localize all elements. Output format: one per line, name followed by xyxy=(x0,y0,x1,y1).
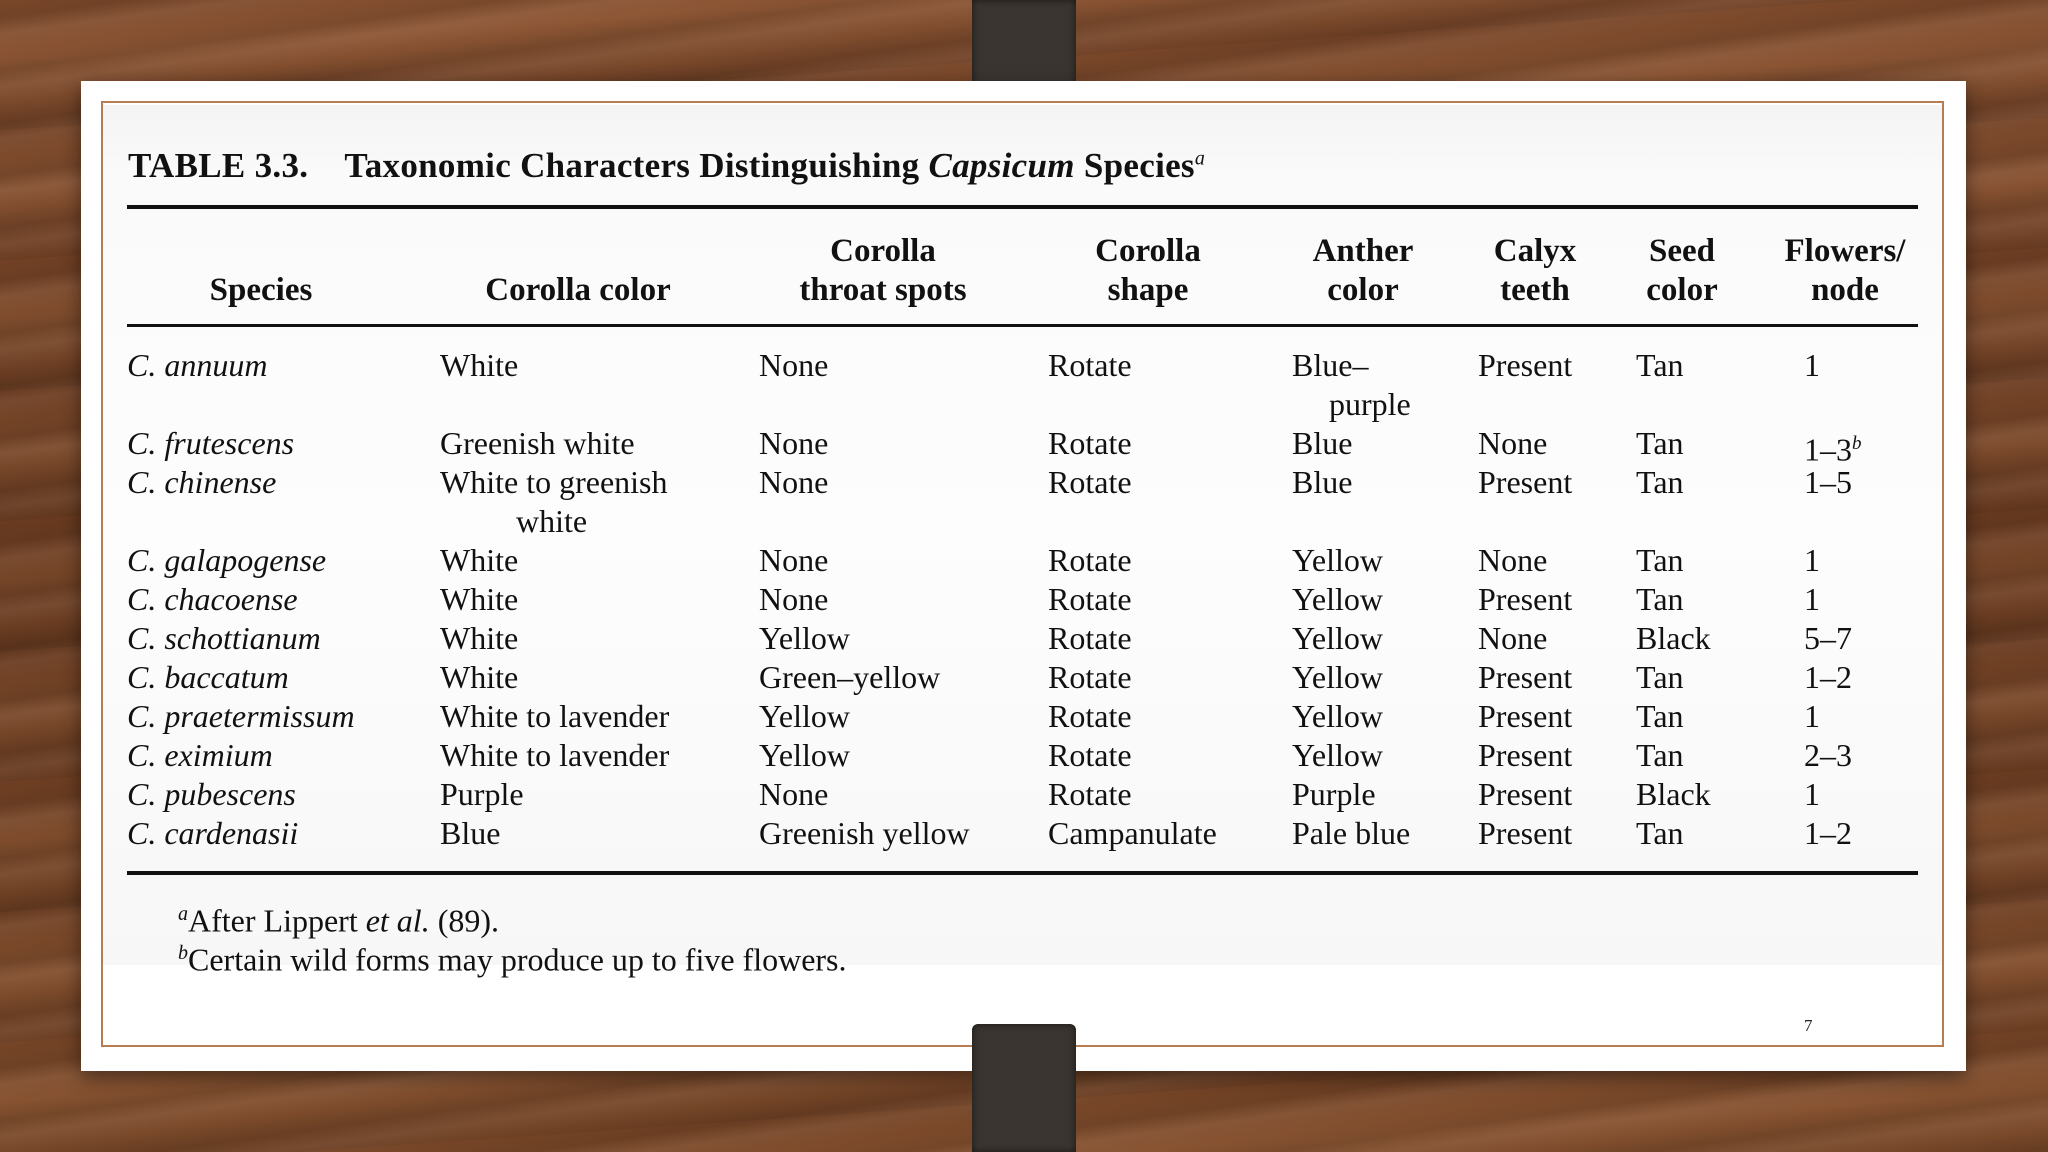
title-pre: Taxonomic Characters Distinguishing xyxy=(344,146,920,185)
cell-corolla xyxy=(440,580,518,619)
cell-corolla xyxy=(440,658,518,697)
column-header-line: color xyxy=(1327,272,1399,308)
column-header-line: Corolla xyxy=(1095,233,1201,269)
cell-throat xyxy=(759,814,970,853)
cell-species xyxy=(127,541,326,580)
cell-throat-text: None xyxy=(759,542,829,578)
column-header-line: Calyx xyxy=(1493,233,1577,269)
column-header-line: Flowers/ xyxy=(1784,233,1906,269)
cell-shape-text: Rotate xyxy=(1048,542,1132,578)
cell-anther xyxy=(1292,775,1376,814)
cell-flowers-text: 1 xyxy=(1804,698,1820,734)
cell-species xyxy=(127,697,355,736)
cell-species xyxy=(127,580,298,619)
cell-anther-text: Purple xyxy=(1292,776,1376,812)
cell-corolla-text: White to lavender xyxy=(440,737,670,773)
cell-throat xyxy=(759,424,828,463)
cell-corolla-text: White to greenish xyxy=(440,464,668,500)
cell-calyx xyxy=(1478,463,1572,502)
cell-species xyxy=(127,346,267,385)
title-genus: Capsicum xyxy=(928,146,1075,185)
cell-throat-text: None xyxy=(759,581,829,617)
cell-species-text: C. praetermissum xyxy=(127,698,355,734)
cell-shape-text: Rotate xyxy=(1048,620,1132,656)
cell-throat-text: Yellow xyxy=(759,620,850,656)
cell-species-text: C. cardenasii xyxy=(127,815,299,851)
cell-corolla-text: White xyxy=(440,542,519,578)
cell-shape-text: Rotate xyxy=(1048,698,1132,734)
cell-flowers-text: 2–3 xyxy=(1804,737,1852,773)
title-footnote-mark: a xyxy=(1194,147,1206,170)
cell-shape xyxy=(1048,463,1132,502)
page-number: 7 xyxy=(1804,1016,1813,1035)
cell-throat xyxy=(759,619,850,658)
column-header-line: node xyxy=(1811,272,1879,308)
cell-shape xyxy=(1048,580,1132,619)
cell-throat-text: None xyxy=(759,776,829,812)
cell-throat xyxy=(759,697,850,736)
column-header-line: Species xyxy=(209,272,313,308)
cell-flowers xyxy=(1804,346,1820,385)
cell-flowers xyxy=(1804,775,1820,814)
cell-anther-text: Blue xyxy=(1292,464,1353,500)
column-header-line: Corolla color xyxy=(485,272,671,308)
cell-shape xyxy=(1048,346,1132,385)
cell-seed-text: Black xyxy=(1636,620,1711,656)
cell-corolla xyxy=(440,463,667,541)
cell-flowers xyxy=(1804,580,1820,619)
column-header-species xyxy=(131,228,391,310)
cell-throat xyxy=(759,346,828,385)
cell-anther xyxy=(1292,424,1352,463)
cell-calyx xyxy=(1478,580,1572,619)
cell-seed-text: Tan xyxy=(1636,425,1684,461)
cell-throat-text: None xyxy=(759,425,829,461)
cell-calyx xyxy=(1478,658,1572,697)
cell-calyx-text: None xyxy=(1478,542,1548,578)
cell-throat xyxy=(759,463,828,502)
cell-corolla xyxy=(440,424,635,463)
cell-seed xyxy=(1636,619,1711,658)
cell-calyx xyxy=(1478,424,1547,463)
column-header-throat-spots xyxy=(753,228,1013,310)
cell-flowers xyxy=(1804,463,1852,502)
cell-shape-text: Campanulate xyxy=(1048,815,1217,851)
cell-seed-text: Tan xyxy=(1636,464,1684,500)
cell-corolla xyxy=(440,736,669,775)
cell-calyx xyxy=(1478,775,1572,814)
cell-seed-text: Black xyxy=(1636,776,1711,812)
cell-species-text: C. pubescens xyxy=(127,776,296,812)
cell-calyx-text: Present xyxy=(1478,815,1573,851)
cell-flowers-text: 5–7 xyxy=(1804,620,1852,656)
cell-calyx-text: Present xyxy=(1478,659,1573,695)
cell-seed xyxy=(1636,814,1684,853)
cell-flowers-text: 1–5 xyxy=(1804,464,1852,500)
cell-anther xyxy=(1292,697,1383,736)
cell-flowers-text: 1–2 xyxy=(1804,659,1852,695)
cell-seed xyxy=(1636,346,1684,385)
cell-shape-text: Rotate xyxy=(1048,347,1132,383)
cell-seed xyxy=(1636,775,1711,814)
cell-seed xyxy=(1636,697,1684,736)
cell-calyx xyxy=(1478,346,1572,385)
cell-species-text: C. frutescens xyxy=(127,425,295,461)
cell-calyx xyxy=(1478,736,1572,775)
cell-seed xyxy=(1636,541,1684,580)
cell-species-text: C. schottianum xyxy=(127,620,321,656)
footnote-b xyxy=(178,934,847,980)
cell-species xyxy=(127,736,273,775)
cell-species xyxy=(127,775,296,814)
column-header-line: Corolla xyxy=(830,233,936,269)
cell-corolla-text: White xyxy=(440,347,519,383)
footnote-a-pre: After Lippert xyxy=(188,902,358,939)
cell-seed xyxy=(1636,736,1684,775)
cell-calyx xyxy=(1478,619,1547,658)
column-header-line: throat spots xyxy=(799,272,967,308)
cell-shape xyxy=(1048,697,1132,736)
cell-anther-text: Yellow xyxy=(1292,737,1383,773)
cell-species-text: C. baccatum xyxy=(127,659,289,695)
column-header-line: Seed xyxy=(1649,233,1715,269)
cell-seed-text: Tan xyxy=(1636,347,1684,383)
cell-shape-text: Rotate xyxy=(1048,425,1132,461)
cell-shape xyxy=(1048,424,1132,463)
cell-throat-text: Yellow xyxy=(759,698,850,734)
cell-anther-text: Blue– xyxy=(1292,347,1369,383)
cell-corolla-continuation: white xyxy=(516,503,588,539)
cell-species-text: C. galapogense xyxy=(127,542,327,578)
cell-calyx-text: None xyxy=(1478,620,1548,656)
cell-corolla xyxy=(440,541,518,580)
cell-shape xyxy=(1048,541,1132,580)
cell-flowers-text: 1–2 xyxy=(1804,815,1852,851)
cell-anther xyxy=(1292,346,1411,424)
cell-anther-text: Blue xyxy=(1292,425,1353,461)
cell-species xyxy=(127,814,298,853)
cell-species-text: C. annuum xyxy=(127,347,268,383)
cell-anther xyxy=(1292,814,1410,853)
cell-corolla-text: White xyxy=(440,659,519,695)
cell-calyx-text: Present xyxy=(1478,581,1573,617)
cell-shape xyxy=(1048,619,1132,658)
cell-species-text: C. eximium xyxy=(127,737,273,773)
footnote-b-mark: b xyxy=(178,942,188,964)
cell-species-text: C. chacoense xyxy=(127,581,298,617)
cell-flowers-text: 1 xyxy=(1804,347,1820,383)
cell-shape xyxy=(1048,814,1217,853)
footnote-a-post: (89). xyxy=(437,902,499,939)
cell-anther xyxy=(1292,658,1383,697)
cell-anther xyxy=(1292,736,1383,775)
column-header-line: color xyxy=(1646,272,1718,308)
table-header-rule xyxy=(127,324,1918,327)
cell-shape-text: Rotate xyxy=(1048,659,1132,695)
column-header-flowers-node xyxy=(1715,228,1975,310)
cell-corolla-text: Purple xyxy=(440,776,524,812)
table-title xyxy=(128,146,1205,186)
cell-calyx-text: Present xyxy=(1478,698,1573,734)
cell-seed-text: Tan xyxy=(1636,815,1684,851)
cell-calyx xyxy=(1478,814,1572,853)
cell-calyx xyxy=(1478,697,1572,736)
cell-throat-text: None xyxy=(759,464,829,500)
cell-corolla-text: Blue xyxy=(440,815,501,851)
column-header-corolla-color xyxy=(448,228,708,310)
cell-throat xyxy=(759,580,828,619)
cell-flowers xyxy=(1804,814,1852,853)
cell-seed-text: Tan xyxy=(1636,581,1684,617)
cell-anther-text: Yellow xyxy=(1292,659,1383,695)
cell-flowers xyxy=(1804,697,1820,736)
cell-anther xyxy=(1292,580,1383,619)
cell-flowers xyxy=(1804,658,1852,697)
cell-flowers xyxy=(1804,619,1852,658)
cell-seed-text: Tan xyxy=(1636,698,1684,734)
cell-throat-text: None xyxy=(759,347,829,383)
cell-corolla xyxy=(440,619,518,658)
title-post: Species xyxy=(1083,146,1195,185)
cell-corolla-text: White to lavender xyxy=(440,698,670,734)
table-number: TABLE 3.3. xyxy=(128,146,309,185)
flowers-footnote-mark: b xyxy=(1852,433,1862,454)
cell-calyx-text: Present xyxy=(1478,737,1573,773)
cell-corolla xyxy=(440,697,669,736)
cell-seed xyxy=(1636,580,1684,619)
cell-flowers-text: 1 xyxy=(1804,776,1820,812)
table-top-rule xyxy=(127,205,1918,209)
cell-species xyxy=(127,424,294,463)
cell-species xyxy=(127,463,276,502)
cell-anther-text: Yellow xyxy=(1292,620,1383,656)
cell-species xyxy=(127,619,321,658)
cell-seed-text: Tan xyxy=(1636,737,1684,773)
footnote-a-etal: et al. xyxy=(365,902,430,939)
cell-anther-continuation: purple xyxy=(1329,386,1411,422)
cell-anther-text: Yellow xyxy=(1292,542,1383,578)
cell-seed xyxy=(1636,463,1684,502)
cell-corolla xyxy=(440,814,500,853)
cell-species xyxy=(127,658,289,697)
cell-flowers-text: 1 xyxy=(1804,581,1820,617)
cell-corolla-text: Greenish white xyxy=(440,425,635,461)
cell-anther xyxy=(1292,463,1352,502)
footnote-b-text: Certain wild forms may produce up to five flowers. xyxy=(188,941,847,978)
cell-shape xyxy=(1048,736,1132,775)
cell-calyx-text: Present xyxy=(1478,464,1573,500)
cell-flowers-text: 1 xyxy=(1804,542,1820,578)
cell-shape xyxy=(1048,775,1132,814)
cell-corolla xyxy=(440,346,518,385)
cell-anther-text: Pale blue xyxy=(1292,815,1411,851)
cell-throat xyxy=(759,736,850,775)
cell-anther xyxy=(1292,541,1383,580)
cell-calyx-text: Present xyxy=(1478,776,1573,812)
cell-throat-text: Green–yellow xyxy=(759,659,941,695)
cell-shape-text: Rotate xyxy=(1048,464,1132,500)
column-header-line: teeth xyxy=(1500,272,1570,308)
cell-seed xyxy=(1636,658,1684,697)
cell-shape-text: Rotate xyxy=(1048,776,1132,812)
cell-corolla xyxy=(440,775,524,814)
cell-seed xyxy=(1636,424,1684,463)
cell-species-text: C. chinense xyxy=(127,464,277,500)
cell-flowers-text: 1–3 xyxy=(1804,431,1852,468)
cell-corolla-text: White xyxy=(440,620,519,656)
cell-throat-text: Yellow xyxy=(759,737,850,773)
cell-seed-text: Tan xyxy=(1636,542,1684,578)
cell-shape xyxy=(1048,658,1132,697)
cell-throat-text: Greenish yellow xyxy=(759,815,970,851)
table-bottom-rule xyxy=(127,871,1918,875)
cell-throat xyxy=(759,541,828,580)
cell-shape-text: Rotate xyxy=(1048,737,1132,773)
cell-anther xyxy=(1292,619,1383,658)
cell-seed-text: Tan xyxy=(1636,659,1684,695)
column-header-line: shape xyxy=(1107,272,1189,308)
binder-clip-bottom xyxy=(972,1024,1076,1152)
cell-throat xyxy=(759,775,828,814)
cell-flowers xyxy=(1804,736,1852,775)
cell-anther-text: Yellow xyxy=(1292,581,1383,617)
cell-corolla-text: White xyxy=(440,581,519,617)
cell-calyx-text: None xyxy=(1478,425,1548,461)
footnote-a-mark: a xyxy=(178,903,188,925)
cell-throat xyxy=(759,658,940,697)
cell-calyx xyxy=(1478,541,1547,580)
cell-calyx-text: Present xyxy=(1478,347,1573,383)
column-header-line: Anther xyxy=(1312,233,1414,269)
cell-anther-text: Yellow xyxy=(1292,698,1383,734)
cell-flowers xyxy=(1804,541,1820,580)
cell-shape-text: Rotate xyxy=(1048,581,1132,617)
